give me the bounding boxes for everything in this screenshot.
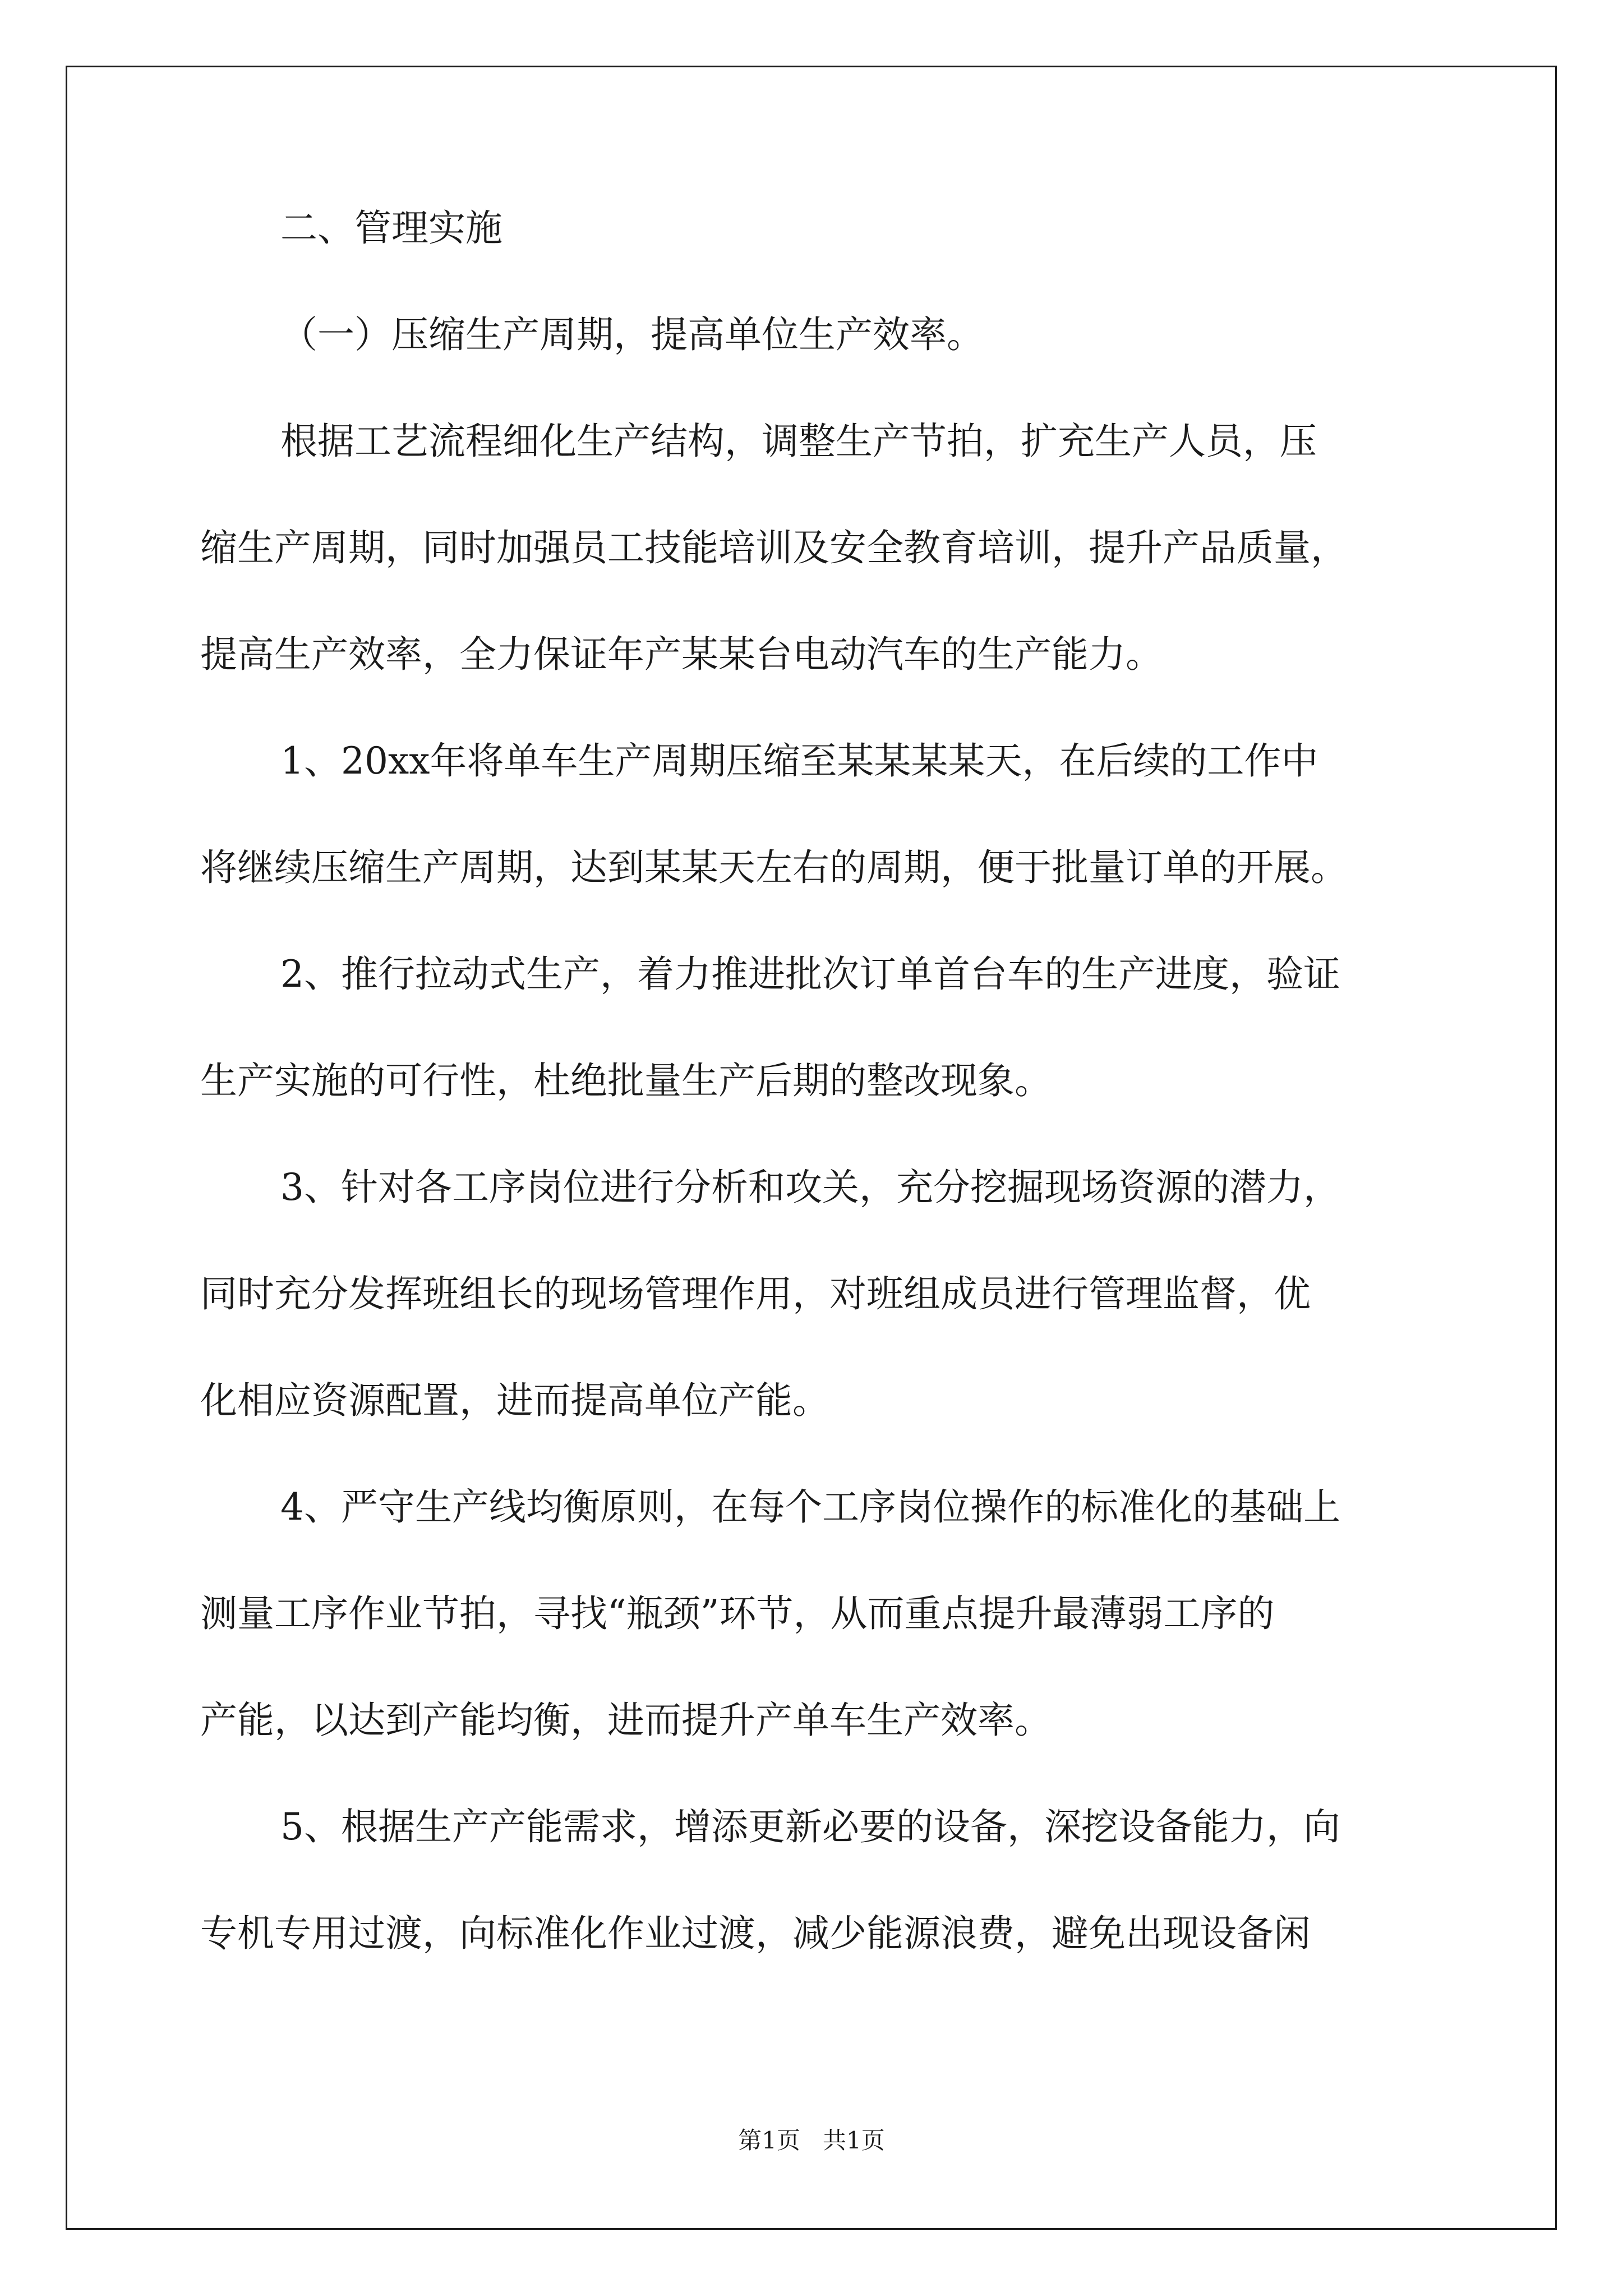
paragraph-line: 1、20xx年将单车生产周期压缩至某某某某天，在后续的工作中 xyxy=(280,739,1318,783)
subsection-heading: （一）压缩生产周期，提高单位生产效率。 xyxy=(280,313,984,356)
section-heading: 二、管理实施 xyxy=(280,206,502,250)
paragraph-line: 根据工艺流程细化生产结构，调整生产节拍，扩充生产人员，压 xyxy=(280,420,1317,463)
paragraph-line: 4、严守生产线均衡原则，在每个工序岗位操作的标准化的基础上 xyxy=(280,1485,1340,1529)
paragraph-line: 2、推行拉动式生产，着力推进批次订单首台车的生产进度，验证 xyxy=(280,953,1340,996)
paragraph-line: 3、针对各工序岗位进行分析和攻关，充分挖掘现场资源的潜力， xyxy=(280,1166,1340,1209)
paragraph-line: 生产实施的可行性，杜绝批量生产后期的整改现象。 xyxy=(200,1059,1052,1102)
paragraph-line: 测量工序作业节拍，寻找“瓶颈”环节，从而重点提升最薄弱工序的 xyxy=(200,1592,1275,1635)
paragraph-line: 产能，以达到产能均衡，进而提升产单车生产效率。 xyxy=(200,1699,1052,1742)
paragraph-line: 将继续压缩生产周期，达到某某天左右的周期，便于批量订单的开展。 xyxy=(200,846,1348,889)
paragraph-line: 化相应资源配置，进而提高单位产能。 xyxy=(200,1379,829,1422)
paragraph-line: 专机专用过渡，向标准化作业过渡，减少能源浪费，避免出现设备闲 xyxy=(200,1912,1311,1955)
paragraph-line: 同时充分发挥班组长的现场管理作用，对班组成员进行管理监督，优 xyxy=(200,1272,1311,1315)
page-footer: 第1页 共1页 xyxy=(738,2127,885,2154)
paragraph-line: 提高生产效率，全力保证年产某某台电动汽车的生产能力。 xyxy=(200,633,1163,676)
paragraph-line: 缩生产周期，同时加强员工技能培训及安全教育培训，提升产品质量， xyxy=(200,526,1348,569)
paragraph-line: 5、根据生产产能需求，增添更新必要的设备，深挖设备能力，向 xyxy=(280,1805,1340,1848)
page-border xyxy=(66,66,1557,2230)
